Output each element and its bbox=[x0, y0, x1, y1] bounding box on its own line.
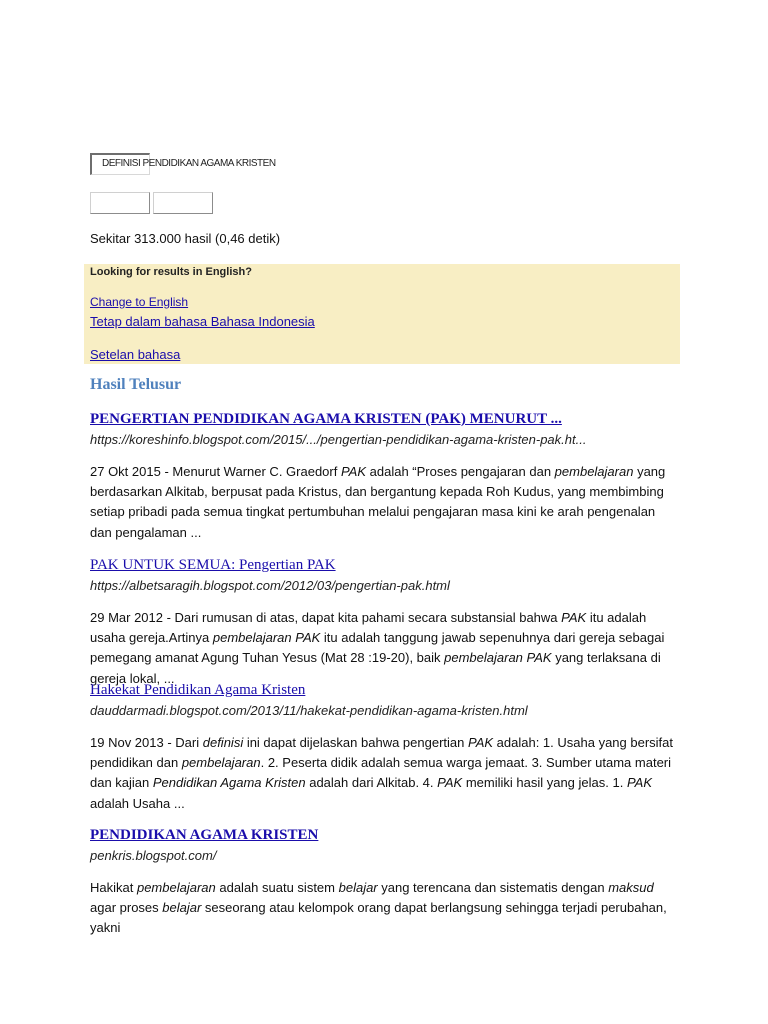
snippet-text: memiliki hasil yang jelas. 1. bbox=[462, 775, 627, 791]
language-settings-link[interactable]: Setelan bahasa bbox=[90, 347, 181, 362]
result-title-link[interactable]: PENGERTIAN PENDIDIKAN AGAMA KRISTEN (PAK) MENURUT ... bbox=[90, 411, 562, 427]
result-title-link[interactable]: Hakekat Pendidikan Agama Kristen bbox=[90, 682, 306, 698]
snippet-emphasis: definisi bbox=[202, 735, 244, 750]
snippet-emphasis: pembelajaran bbox=[136, 880, 216, 895]
language-notice bbox=[84, 264, 680, 364]
snippet-emphasis: Pendidikan Agama Kristen bbox=[152, 775, 306, 791]
snippet-emphasis: PAK bbox=[561, 610, 587, 625]
snippet-text: yang terlaksana di gereja lokal, ... bbox=[90, 650, 661, 686]
search-result bbox=[90, 555, 680, 689]
search-input[interactable]: DEFINISI PENDIDIKAN AGAMA KRISTEN bbox=[90, 153, 150, 175]
snippet-text: yang berdasarkan Alkitab, berpusat pada Kristus, dan bergantung kepada Roh Kudus, yang membimbing setiap pribadi pada semua tingkat pertumbuhan melalui pengajaran masa kini ke arah pengenalan dan pengalaman ... bbox=[90, 464, 666, 540]
snippet-text: adalah: 1. Usaha yang bersifat pendidikan dan bbox=[90, 735, 673, 771]
search-button[interactable] bbox=[90, 192, 150, 214]
stay-indonesian-link[interactable]: Tetap dalam bahasa Bahasa Indonesia bbox=[90, 314, 315, 329]
snippet-emphasis: maksud bbox=[608, 880, 654, 895]
result-url: penkris.blogspot.com/ bbox=[90, 848, 217, 863]
lucky-button[interactable] bbox=[153, 192, 213, 214]
result-snippet bbox=[90, 608, 680, 689]
snippet-text: yang terencana dan sistematis dengan bbox=[377, 880, 609, 895]
snippet-text: 29 Mar 2012 - Dari rumusan di atas, dapat kita pahami secara substansial bahwa bbox=[90, 610, 562, 625]
language-question: Looking for results in English? bbox=[90, 266, 252, 278]
snippet-text: itu adalah usaha gereja.Artinya bbox=[90, 610, 647, 646]
snippet-emphasis: belajar bbox=[338, 880, 378, 895]
snippet-text: Hakikat bbox=[90, 880, 137, 895]
result-url: dauddarmadi.blogspot.com/2013/11/hakekat-pendidikan-agama-kristen.html bbox=[90, 703, 528, 718]
snippet-text: adalah dari Alkitab. 4. bbox=[305, 775, 438, 791]
snippet-emphasis: PAK bbox=[340, 464, 367, 479]
search-result bbox=[90, 680, 680, 814]
snippet-text: . 2. Peserta didik adalah semua warga jemaat. 3. Sumber utama materi dan kajian bbox=[90, 755, 672, 791]
snippet-text: agar proses bbox=[90, 900, 163, 916]
result-url: https://albetsaragih.blogspot.com/2012/03/pengertian-pak.html bbox=[90, 578, 450, 593]
snippet-text: 19 Nov 2013 - Dari bbox=[90, 735, 203, 750]
snippet-emphasis: pembelajaran bbox=[554, 464, 634, 479]
snippet-emphasis: PAK bbox=[626, 775, 652, 791]
snippet-emphasis: belajar bbox=[162, 900, 202, 916]
snippet-text: seseorang atau kelompok orang dapat berlangsung sehingga terjadi perubahan, yakni bbox=[90, 900, 667, 936]
result-snippet bbox=[90, 733, 680, 814]
snippet-emphasis: PAK bbox=[437, 775, 463, 791]
snippet-text: ini dapat dijelaskan bahwa pengertian bbox=[243, 735, 468, 750]
snippet-emphasis: pembelajaran bbox=[181, 755, 261, 771]
snippet-text: adalah “Proses pengajaran dan bbox=[366, 464, 555, 479]
snippet-emphasis: pembelajaran PAK bbox=[212, 630, 321, 646]
search-result bbox=[90, 409, 680, 543]
result-title-link[interactable]: PENDIDIKAN AGAMA KRISTEN bbox=[90, 827, 319, 843]
change-to-english-link[interactable]: Change to English bbox=[90, 295, 189, 309]
snippet-text: adalah Usaha ... bbox=[90, 795, 185, 811]
snippet-text: 27 Okt 2015 - Menurut Warner C. Graedorf bbox=[90, 464, 341, 479]
result-snippet bbox=[90, 878, 680, 939]
search-result bbox=[90, 825, 680, 939]
snippet-text: itu adalah tanggung jawab sepenuhnya dari gereja sebagai pemegang amanat Agung Tuhan Yesus (Mat 28 :19-20), baik bbox=[90, 630, 665, 666]
result-title-link[interactable]: PAK UNTUK SEMUA: Pengertian PAK bbox=[90, 557, 336, 573]
snippet-emphasis: PAK bbox=[467, 735, 494, 750]
result-snippet bbox=[90, 462, 680, 543]
section-title: Hasil Telusur bbox=[90, 376, 182, 393]
snippet-emphasis: pembelajaran PAK bbox=[444, 650, 552, 666]
result-url: https://koreshinfo.blogspot.com/2015/.../pengertian-pendidikan-agama-kristen-pak.ht... bbox=[90, 432, 587, 447]
result-stats: Sekitar 313.000 hasil (0,46 detik) bbox=[90, 231, 281, 246]
snippet-text: adalah suatu sistem bbox=[215, 880, 339, 895]
